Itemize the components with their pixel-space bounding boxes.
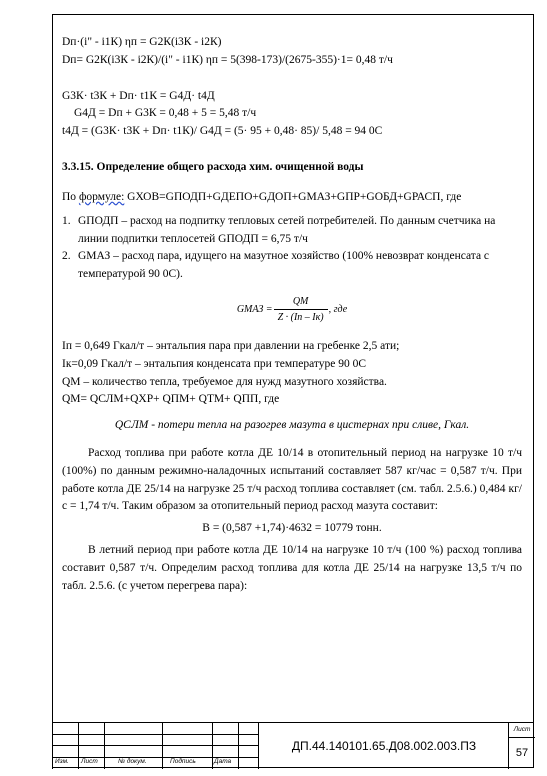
equation-line: Dп·(i" - i1К) ηп = G2К(i3К - i2К) <box>62 36 222 48</box>
equation-line: G3К· t3К + Dп· t1К = G4Д· t4Д <box>62 89 215 102</box>
formula-intro-word: формуле: <box>78 190 125 203</box>
label-doc-number: № докум. <box>118 758 147 765</box>
equation-line: Dп= G2К(i3К - i2К)/(i" - i1К) ηп = 5(398-173)/(2675-355)·1= 0,48 т/ч <box>62 53 393 66</box>
formula-denominator: Z · (Iп – Iк) <box>277 312 324 324</box>
calculation-line: B = (0,587 +1,74)·4632 = 10779 тонн. <box>202 522 382 535</box>
equation-line: t4Д = (G3К· t3К + Dп· t1К)/ G4Д = (5· 95 + 0,48· 85)/ 5,48 = 94 0С <box>62 125 383 138</box>
list-item-text: GМАЗ – расход пара, идущего на мазутное хозяйство (100% невозврат конденсата с температурой 90 0С). <box>78 250 490 281</box>
sheet-label: Лист <box>509 723 535 738</box>
definition-line: QМ – количество тепла, требуемое для нужд мазутного хозяйства. <box>62 375 387 388</box>
formula-intro-prefix: По <box>62 190 79 203</box>
document-body <box>62 34 522 596</box>
list-item-number: 1. <box>62 214 71 227</box>
list-item <box>62 213 522 249</box>
formula-numerator: QМ <box>274 294 328 310</box>
formula-lhs: GМАЗ = <box>236 304 273 316</box>
definition-line: Iп = 0,649 Гкал/т – энтальпия пара при давлении на гребенке 2,5 ати; <box>62 339 400 352</box>
formula-intro <box>62 189 522 207</box>
label-list: Лист <box>81 758 98 765</box>
label-signature: Подпись <box>170 758 196 765</box>
formula-tail: , где <box>328 304 348 316</box>
italic-note: QСЛМ - потери тепла на разогрев мазута в цистернах при сливе, Гкал. <box>114 419 470 432</box>
label-izm: Изм. <box>55 758 69 765</box>
paragraph: Расход топлива при работе котла ДЕ 10/14 в отопительный период на нагрузке 10 т/ч (100%) по данным режимно-наладочных испытаний составляет 587 кг/час = 0,587 т/ч. При работе котла ДЕ 25/14 на нагрузке 25 т/ч расход топлива составляет (см. табл. 2.5.6.) 0,484 кг/с = 1,74 т/ч. Таким образом за отопительный период расход мазута составит: <box>62 447 522 513</box>
definition-line: Iк=0,09 Гкал/т – энтальпия конденсата при температуре 90 0С <box>62 357 367 370</box>
list-item <box>62 248 522 284</box>
sheet-number: 57 <box>515 747 529 759</box>
definition-line: QМ= QСЛМ+QХР+ QПМ+ QТМ+ QПП, где <box>62 393 280 406</box>
formula-intro-expr: GХОВ=GПОДП+GДЕПО+GДОП+GМАЗ+GПР+GОБД+GРАСП, где <box>124 190 462 203</box>
sheet-box <box>508 723 535 769</box>
title-block-labels <box>52 757 258 769</box>
document-code: ДП.44.140101.65.Д08.002.003.ПЗ <box>258 723 509 769</box>
paragraph: В летний период при работе котла ДЕ 10/14 на нагрузке 10 т/ч (100 %) расход топлива составит 0,587 т/ч. Определим расход топлива для котла ДЕ 25/14 на нагрузке 13,5 т/ч по табл. 2.5.6. (с учетом перегрева пара): <box>62 544 522 592</box>
equation-line: G4Д = Dп + G3К = 0,48 + 5 = 5,48 т/ч <box>74 107 257 120</box>
list-item-text: GПОДП – расход на подпитку тепловых сетей потребителей. По данным счетчика на линии подпитки теплосетей GПОДП = 6,75 т/ч <box>78 214 496 245</box>
label-date: Дата <box>214 758 232 765</box>
section-heading: 3.3.15. Определение общего расхода хим. очищенной воды <box>62 161 364 174</box>
formula-block <box>62 294 522 326</box>
title-block <box>52 722 534 769</box>
list-item-number: 2. <box>62 250 71 263</box>
